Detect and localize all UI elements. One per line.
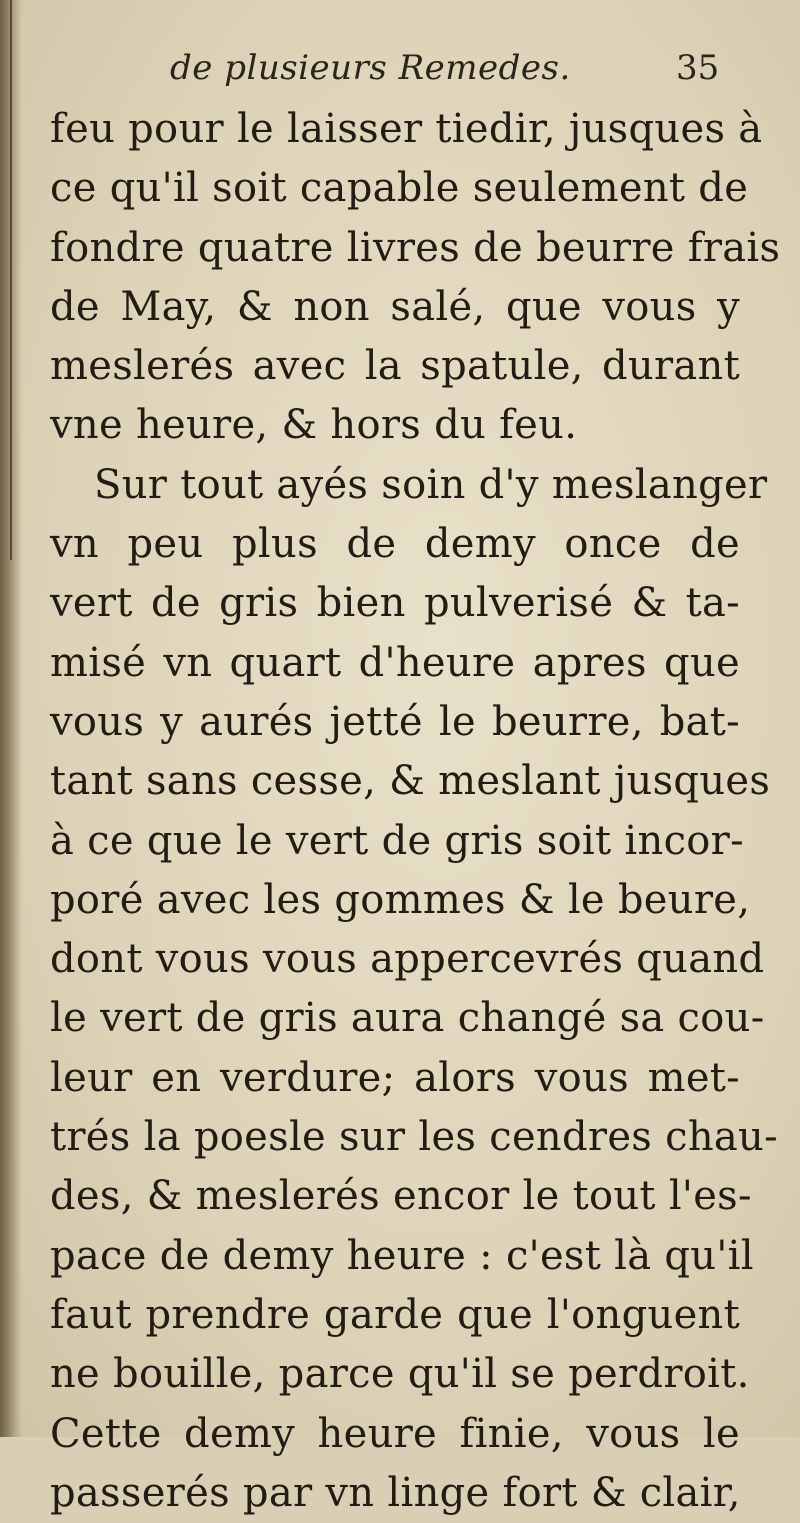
body-text — [50, 100, 781, 1523]
page-number: 35 — [676, 48, 720, 88]
text-line: poré avec les gommes & le beure, — [50, 876, 751, 923]
text-line: ce qu'il soit capable seulement de — [50, 165, 749, 212]
page-header — [0, 44, 800, 94]
text-line: ne bouille, parce qu'il se perdroit. — [50, 1351, 750, 1398]
text-line: tant sans cesse, & meslant jusques — [50, 758, 771, 805]
text-line: à ce que le vert de gris soit incor- — [50, 817, 744, 864]
running-head: de plusieurs Remedes. — [170, 48, 571, 88]
text-line: meslerés avec la spatule, durant — [50, 343, 740, 390]
text-line: fondre quatre livres de beurre frais — [50, 224, 781, 271]
text-line: vn peu plus de demy once de — [50, 521, 740, 568]
text-line: feu pour le laisser tiedir, jusques à — [50, 106, 763, 152]
text-line: vert de gris bien pulverisé & ta- — [50, 580, 740, 627]
paragraph-start-line: Sur tout ayés soin d'y meslanger — [94, 461, 768, 508]
text-line: pace de demy heure : c'est là qu'il — [50, 1232, 754, 1279]
text-line: faut prendre garde que l'onguent — [50, 1291, 740, 1338]
text-line: passerés par vn linge fort & clair, — [50, 1469, 741, 1516]
text-line: leur en verdure; alors vous met- — [50, 1054, 740, 1101]
text-line: vous y aurés jetté le beurre, bat- — [50, 698, 740, 745]
text-line: misé vn quart d'heure apres que — [50, 639, 740, 686]
text-line: de May, & non salé, que vous y — [50, 283, 740, 330]
text-line: des, & meslerés encor le tout l'es- — [50, 1173, 752, 1220]
text-line: Cette demy heure finie, vous le — [50, 1410, 740, 1457]
text-line: le vert de gris aura changé sa cou- — [50, 995, 765, 1042]
text-line: dont vous vous appercevrés quand — [50, 936, 765, 983]
text-line: vne heure, & hors du feu. — [50, 402, 578, 449]
text-line: trés la poesle sur les cendres chau- — [50, 1114, 778, 1161]
